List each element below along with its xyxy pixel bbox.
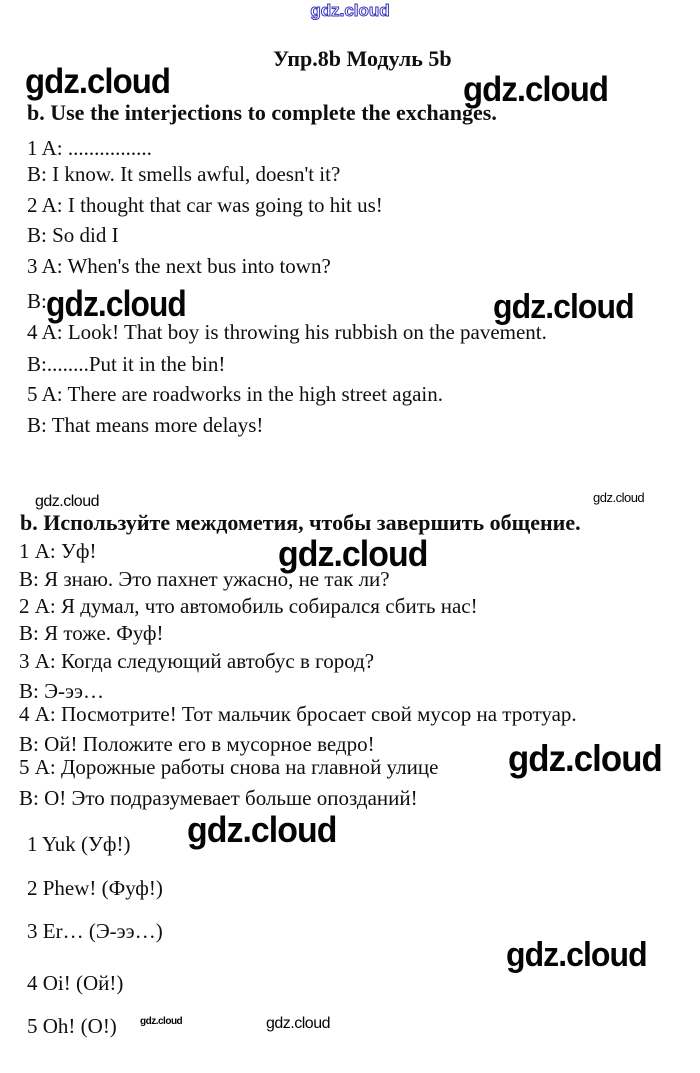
- dialog-line-ru-5a: 5 А: Дорожные работы снова на главной улице: [19, 755, 439, 779]
- answer-item-4: 4 Oi! (Ой!): [27, 971, 124, 995]
- watermark-line3b-right: gdz.cloud: [493, 288, 634, 326]
- answer-item-3: 3 Er… (Э-ээ…): [27, 919, 163, 943]
- russian-task-heading: b. Используйте междометия, чтобы завершить общение.: [20, 510, 581, 535]
- watermark-top: gdz.cloud: [310, 1, 390, 20]
- dialog-line-ru-4b: В: Ой! Положите его в мусорное ведро!: [19, 732, 375, 756]
- dialog-line-en-3b: B:: [27, 289, 47, 313]
- watermark-russian-small-left: gdz.cloud: [35, 493, 99, 510]
- exercise-title: Упр.8b Модуль 5b: [273, 46, 452, 71]
- dialog-line-ru-1b: В: Я знаю. Это пахнет ужасно, не так ли?: [19, 567, 390, 591]
- answer-item-5: 5 Oh! (O!): [27, 1014, 117, 1038]
- dialog-line-en-1b: B: I know. It smells awful, doesn't it?: [27, 162, 341, 186]
- watermark-header-right: gdz.cloud: [463, 70, 609, 109]
- watermark-russian-center: gdz.cloud: [278, 533, 428, 574]
- dialog-line-en-4a: 4 A: Look! That boy is throwing his rubbish on the pavement.: [27, 320, 547, 344]
- dialog-line-ru-5b: В: О! Это подразумевает больше опозданий!: [19, 786, 418, 810]
- answer-item-1: 1 Yuk (Уф!): [27, 832, 131, 856]
- watermark-answers-center: gdz.cloud: [187, 809, 337, 850]
- dialog-line-ru-1a: 1 А: Уф!: [19, 539, 97, 563]
- dialog-line-en-2b: B: So did I: [27, 223, 119, 247]
- english-task-heading: b. Use the interjections to complete the exchanges.: [27, 100, 497, 125]
- dialog-line-en-5a: 5 A: There are roadworks in the high street again.: [27, 382, 443, 406]
- dialog-line-ru-4a: 4 А: Посмотрите! Тот мальчик бросает свой мусор на тротуар.: [19, 702, 577, 726]
- dialog-line-en-4b: B:........Put it in the bin!: [27, 352, 226, 376]
- dialog-line-en-3a: 3 A: When's the next bus into town?: [27, 254, 331, 278]
- dialog-line-ru-2b: В: Я тоже. Фуф!: [19, 621, 164, 645]
- watermark-answers-right: gdz.cloud: [506, 936, 647, 974]
- dialog-line-ru-3a: 3 А: Когда следующий автобус в город?: [19, 649, 375, 673]
- dialog-line-ru-3b: В: Э-ээ…: [19, 679, 104, 703]
- dialog-line-ru-2a: 2 А: Я думал, что автомобиль собирался сбить нас!: [19, 594, 478, 618]
- watermark-russian-small-right: gdz.cloud: [593, 490, 645, 505]
- watermark-bottom-small: gdz.cloud: [140, 1016, 183, 1027]
- dialog-line-en-5b: B: That means more delays!: [27, 413, 264, 437]
- watermark-line3b-left: gdz.cloud: [46, 283, 186, 324]
- dialog-line-en-2a: 2 A: I thought that car was going to hit us!: [27, 193, 383, 217]
- watermark-bottom-mid: gdz.cloud: [266, 1015, 330, 1032]
- watermark-header-left: gdz.cloud: [25, 62, 171, 101]
- dialog-line-en-1a: 1 A: ................: [27, 136, 152, 160]
- answer-item-2: 2 Phew! (Фуф!): [27, 876, 163, 900]
- watermark-russian5-right: gdz.cloud: [508, 738, 662, 779]
